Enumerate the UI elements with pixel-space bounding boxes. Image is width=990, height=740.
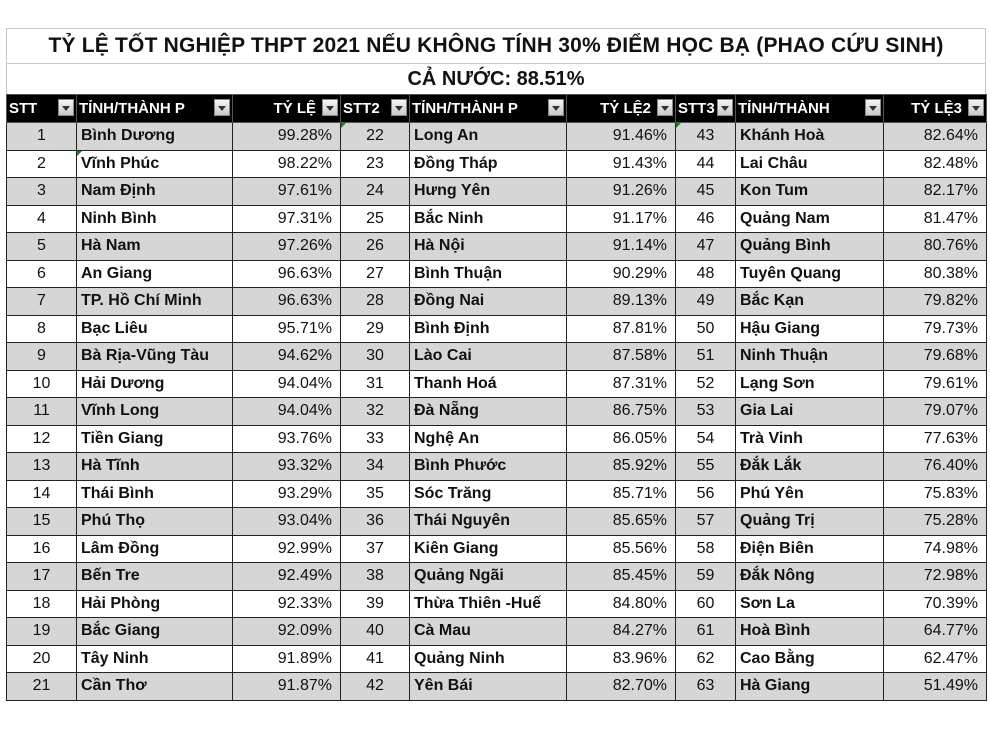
table-row xyxy=(7,398,987,426)
province-cell[interactable]: Lâm Đồng xyxy=(77,535,233,563)
stt-cell[interactable]: 15 xyxy=(7,508,77,536)
table-row xyxy=(7,563,987,591)
province-cell[interactable]: Bà Rịa-Vũng Tàu xyxy=(77,343,233,371)
column-header-rate[interactable]: TỶ LỆ xyxy=(233,95,341,123)
stt-cell[interactable]: 63 xyxy=(676,673,736,701)
rate-cell[interactable]: 91.87% xyxy=(233,673,341,701)
province-cell[interactable]: Sơn La xyxy=(736,590,884,618)
province-cell[interactable]: Gia Lai xyxy=(736,398,884,426)
province-cell[interactable]: Phú Yên xyxy=(736,480,884,508)
cell-indicator-icon xyxy=(77,151,82,156)
rate-cell[interactable]: 75.28% xyxy=(884,508,987,536)
province-cell[interactable]: Ninh Thuận xyxy=(736,343,884,371)
stt-cell[interactable]: 62 xyxy=(676,645,736,673)
rate-cell[interactable]: 51.49% xyxy=(884,673,987,701)
rate-cell[interactable]: 93.32% xyxy=(233,453,341,481)
rate-cell[interactable]: 82.70% xyxy=(567,673,676,701)
rate-cell[interactable]: 91.17% xyxy=(567,205,676,233)
table-row xyxy=(7,618,987,646)
rate-cell[interactable]: 82.17% xyxy=(884,178,987,206)
stt-cell[interactable]: 39 xyxy=(341,590,410,618)
rate-cell[interactable]: 80.38% xyxy=(884,260,987,288)
province-cell[interactable]: TP. Hồ Chí Minh xyxy=(77,288,233,316)
province-cell[interactable]: Thanh Hoá xyxy=(410,370,567,398)
province-cell[interactable]: Kiên Giang xyxy=(410,535,567,563)
rate-cell[interactable]: 99.28% xyxy=(233,123,341,151)
table-row xyxy=(7,260,987,288)
province-cell[interactable]: Bắc Giang xyxy=(77,618,233,646)
rate-cell[interactable]: 84.80% xyxy=(567,590,676,618)
filter-dropdown-icon[interactable] xyxy=(391,99,407,116)
rate-cell[interactable]: 84.27% xyxy=(567,618,676,646)
province-cell[interactable]: Bến Tre xyxy=(77,563,233,591)
column-header-province2[interactable]: TỈNH/THÀNH P xyxy=(410,95,567,123)
table-row xyxy=(7,343,987,371)
rate-cell[interactable]: 85.71% xyxy=(567,480,676,508)
rate-cell[interactable]: 93.29% xyxy=(233,480,341,508)
stt-cell[interactable]: 26 xyxy=(341,233,410,261)
province-cell[interactable]: Quảng Ninh xyxy=(410,645,567,673)
province-cell[interactable]: Trà Vinh xyxy=(736,425,884,453)
column-header-stt3[interactable]: STT3 xyxy=(676,95,736,123)
stt-cell[interactable]: 17 xyxy=(7,563,77,591)
province-cell[interactable]: Bắc Kạn xyxy=(736,288,884,316)
rate-cell[interactable]: 97.61% xyxy=(233,178,341,206)
table-row xyxy=(7,233,987,261)
rate-cell[interactable]: 96.63% xyxy=(233,260,341,288)
table-row xyxy=(7,315,987,343)
filter-dropdown-icon[interactable] xyxy=(548,99,564,116)
province-cell[interactable]: Lạng Sơn xyxy=(736,370,884,398)
column-header-stt[interactable]: STT xyxy=(7,95,77,123)
sheet-title: TỶ LỆ TỐT NGHIỆP THPT 2021 NẾU KHÔNG TÍNH 30% ĐIỂM HỌC BẠ (PHAO CỨU SINH) xyxy=(6,28,986,63)
rate-cell[interactable]: 87.31% xyxy=(567,370,676,398)
table-row xyxy=(7,453,987,481)
stt-cell[interactable]: 56 xyxy=(676,480,736,508)
stt-cell[interactable]: 33 xyxy=(341,425,410,453)
spreadsheet xyxy=(6,28,986,701)
stt-cell[interactable]: 51 xyxy=(676,343,736,371)
stt-cell[interactable]: 19 xyxy=(7,618,77,646)
stt-cell[interactable]: 32 xyxy=(341,398,410,426)
province-cell[interactable]: Quảng Bình xyxy=(736,233,884,261)
table-row xyxy=(7,425,987,453)
stt-cell[interactable]: 37 xyxy=(341,535,410,563)
stt-cell[interactable]: 36 xyxy=(341,508,410,536)
province-cell[interactable]: Nam Định xyxy=(77,178,233,206)
column-header-stt2[interactable]: STT2 xyxy=(341,95,410,123)
graduation-rate-table xyxy=(6,94,987,701)
stt-cell[interactable]: 41 xyxy=(341,645,410,673)
stt-cell[interactable]: 24 xyxy=(341,178,410,206)
rate-cell[interactable]: 80.76% xyxy=(884,233,987,261)
rate-cell[interactable]: 91.43% xyxy=(567,150,676,178)
stt-cell[interactable]: 18 xyxy=(7,590,77,618)
province-cell[interactable]: Hải Phòng xyxy=(77,590,233,618)
stt-cell[interactable]: 12 xyxy=(7,425,77,453)
rate-cell[interactable]: 82.64% xyxy=(884,123,987,151)
province-cell[interactable]: Đồng Nai xyxy=(410,288,567,316)
province-cell[interactable]: An Giang xyxy=(77,260,233,288)
stt-cell[interactable]: 31 xyxy=(341,370,410,398)
rate-cell[interactable]: 85.45% xyxy=(567,563,676,591)
rate-cell[interactable]: 98.22% xyxy=(233,150,341,178)
stt-cell[interactable]: 38 xyxy=(341,563,410,591)
table-row xyxy=(7,205,987,233)
rate-cell[interactable]: 91.89% xyxy=(233,645,341,673)
stt-cell[interactable]: 4 xyxy=(7,205,77,233)
rate-cell[interactable]: 93.76% xyxy=(233,425,341,453)
stt-cell[interactable]: 27 xyxy=(341,260,410,288)
stt-cell[interactable]: 43 xyxy=(676,123,736,151)
stt-cell[interactable]: 49 xyxy=(676,288,736,316)
stt-cell[interactable]: 20 xyxy=(7,645,77,673)
province-cell[interactable]: Bình Thuận xyxy=(410,260,567,288)
stt-cell[interactable]: 7 xyxy=(7,288,77,316)
province-cell[interactable]: Hưng Yên xyxy=(410,178,567,206)
stt-cell[interactable]: 54 xyxy=(676,425,736,453)
rate-cell[interactable]: 87.81% xyxy=(567,315,676,343)
province-cell[interactable]: Bạc Liêu xyxy=(77,315,233,343)
stt-cell[interactable]: 6 xyxy=(7,260,77,288)
province-cell[interactable]: Bình Dương xyxy=(77,123,233,151)
stt-cell[interactable]: 2 xyxy=(7,150,77,178)
stt-cell[interactable]: 44 xyxy=(676,150,736,178)
table-row xyxy=(7,370,987,398)
table-row xyxy=(7,673,987,701)
province-cell[interactable]: Nghệ An xyxy=(410,425,567,453)
stt-cell[interactable]: 52 xyxy=(676,370,736,398)
rate-cell[interactable]: 79.61% xyxy=(884,370,987,398)
rate-cell[interactable]: 93.04% xyxy=(233,508,341,536)
province-cell[interactable]: Kon Tum xyxy=(736,178,884,206)
province-cell[interactable]: Thái Bình xyxy=(77,480,233,508)
province-cell[interactable]: Điện Biên xyxy=(736,535,884,563)
province-cell[interactable]: Tuyên Quang xyxy=(736,260,884,288)
rate-cell[interactable]: 81.47% xyxy=(884,205,987,233)
rate-cell[interactable]: 85.56% xyxy=(567,535,676,563)
stt-cell[interactable]: 46 xyxy=(676,205,736,233)
rate-cell[interactable]: 97.31% xyxy=(233,205,341,233)
national-rate: CẢ NƯỚC: 88.51% xyxy=(6,63,986,94)
rate-cell[interactable]: 90.29% xyxy=(567,260,676,288)
province-cell[interactable]: Đồng Tháp xyxy=(410,150,567,178)
rate-cell[interactable]: 82.48% xyxy=(884,150,987,178)
table-row xyxy=(7,508,987,536)
province-cell[interactable]: Bắc Ninh xyxy=(410,205,567,233)
rate-cell[interactable]: 79.68% xyxy=(884,343,987,371)
filter-dropdown-icon[interactable] xyxy=(214,99,230,116)
rate-cell[interactable]: 97.26% xyxy=(233,233,341,261)
stt-cell[interactable]: 48 xyxy=(676,260,736,288)
table-row xyxy=(7,590,987,618)
province-cell[interactable]: Vĩnh Long xyxy=(77,398,233,426)
province-cell[interactable]: Thái Nguyên xyxy=(410,508,567,536)
rate-cell[interactable]: 75.83% xyxy=(884,480,987,508)
province-cell[interactable]: Hải Dương xyxy=(77,370,233,398)
province-cell[interactable]: Bình Định xyxy=(410,315,567,343)
table-row xyxy=(7,288,987,316)
cell-indicator-icon xyxy=(676,123,681,128)
table-body xyxy=(7,123,987,701)
column-header-province3[interactable]: TỈNH/THÀNH xyxy=(736,95,884,123)
rate-cell[interactable]: 62.47% xyxy=(884,645,987,673)
stt-cell[interactable]: 28 xyxy=(341,288,410,316)
stt-cell[interactable]: 55 xyxy=(676,453,736,481)
province-cell[interactable]: Lai Châu xyxy=(736,150,884,178)
stt-cell[interactable]: 29 xyxy=(341,315,410,343)
province-cell[interactable]: Hà Giang xyxy=(736,673,884,701)
stt-cell[interactable]: 21 xyxy=(7,673,77,701)
stt-cell[interactable]: 22 xyxy=(341,123,410,151)
province-cell[interactable]: Vĩnh Phúc xyxy=(77,150,233,178)
stt-cell[interactable]: 58 xyxy=(676,535,736,563)
filter-dropdown-icon[interactable] xyxy=(717,99,733,116)
stt-cell[interactable]: 61 xyxy=(676,618,736,646)
stt-cell[interactable]: 59 xyxy=(676,563,736,591)
stt-cell[interactable]: 23 xyxy=(341,150,410,178)
filter-dropdown-icon[interactable] xyxy=(58,99,74,116)
stt-cell[interactable]: 13 xyxy=(7,453,77,481)
province-cell[interactable]: Hà Tĩnh xyxy=(77,453,233,481)
rate-cell[interactable]: 96.63% xyxy=(233,288,341,316)
province-cell[interactable]: Quảng Ngãi xyxy=(410,563,567,591)
rate-cell[interactable]: 92.09% xyxy=(233,618,341,646)
stt-cell[interactable]: 14 xyxy=(7,480,77,508)
table-row xyxy=(7,178,987,206)
province-cell[interactable]: Khánh Hoà xyxy=(736,123,884,151)
rate-cell[interactable]: 64.77% xyxy=(884,618,987,646)
province-cell[interactable]: Hậu Giang xyxy=(736,315,884,343)
rate-cell[interactable]: 94.04% xyxy=(233,398,341,426)
province-cell[interactable]: Cần Thơ xyxy=(77,673,233,701)
province-cell[interactable]: Yên Bái xyxy=(410,673,567,701)
table-row xyxy=(7,535,987,563)
rate-cell[interactable]: 72.98% xyxy=(884,563,987,591)
province-cell[interactable]: Bình Phước xyxy=(410,453,567,481)
rate-cell[interactable]: 91.46% xyxy=(567,123,676,151)
stt-cell[interactable]: 3 xyxy=(7,178,77,206)
filter-dropdown-icon[interactable] xyxy=(322,99,338,116)
province-cell[interactable]: Đắk Nông xyxy=(736,563,884,591)
province-cell[interactable]: Thừa Thiên -Huế xyxy=(410,590,567,618)
rate-cell[interactable]: 92.33% xyxy=(233,590,341,618)
rate-cell[interactable]: 79.07% xyxy=(884,398,987,426)
province-cell[interactable]: Sóc Trăng xyxy=(410,480,567,508)
rate-cell[interactable]: 92.99% xyxy=(233,535,341,563)
table-row xyxy=(7,123,987,151)
column-header-rate2[interactable]: TỶ LỆ2 xyxy=(567,95,676,123)
stt-cell[interactable]: 16 xyxy=(7,535,77,563)
rate-cell[interactable]: 94.04% xyxy=(233,370,341,398)
stt-cell[interactable]: 1 xyxy=(7,123,77,151)
province-cell[interactable]: Lào Cai xyxy=(410,343,567,371)
rate-cell[interactable]: 74.98% xyxy=(884,535,987,563)
province-cell[interactable]: Ninh Bình xyxy=(77,205,233,233)
filter-dropdown-icon[interactable] xyxy=(657,99,673,116)
rate-cell[interactable]: 91.14% xyxy=(567,233,676,261)
rate-cell[interactable]: 94.62% xyxy=(233,343,341,371)
table-row xyxy=(7,645,987,673)
stt-cell[interactable]: 30 xyxy=(341,343,410,371)
stt-cell[interactable]: 53 xyxy=(676,398,736,426)
rate-cell[interactable]: 70.39% xyxy=(884,590,987,618)
column-header-province[interactable]: TỈNH/THÀNH P xyxy=(77,95,233,123)
rate-cell[interactable]: 83.96% xyxy=(567,645,676,673)
rate-cell[interactable]: 86.75% xyxy=(567,398,676,426)
header-row xyxy=(7,95,987,123)
province-cell[interactable]: Quảng Trị xyxy=(736,508,884,536)
stt-cell[interactable]: 57 xyxy=(676,508,736,536)
column-header-rate3[interactable]: TỶ LỆ3 xyxy=(884,95,987,123)
province-cell[interactable]: Hà Nam xyxy=(77,233,233,261)
rate-cell[interactable]: 77.63% xyxy=(884,425,987,453)
table-row xyxy=(7,480,987,508)
stt-cell[interactable]: 42 xyxy=(341,673,410,701)
rate-cell[interactable]: 92.49% xyxy=(233,563,341,591)
rate-cell[interactable]: 86.05% xyxy=(567,425,676,453)
province-cell[interactable]: Long An xyxy=(410,123,567,151)
province-cell[interactable]: Cà Mau xyxy=(410,618,567,646)
province-cell[interactable]: Tiền Giang xyxy=(77,425,233,453)
stt-cell[interactable]: 35 xyxy=(341,480,410,508)
filter-dropdown-icon[interactable] xyxy=(968,99,984,116)
rate-cell[interactable]: 76.40% xyxy=(884,453,987,481)
stt-cell[interactable]: 11 xyxy=(7,398,77,426)
province-cell[interactable]: Cao Bằng xyxy=(736,645,884,673)
province-cell[interactable]: Tây Ninh xyxy=(77,645,233,673)
filter-dropdown-icon[interactable] xyxy=(865,99,881,116)
province-cell[interactable]: Phú Thọ xyxy=(77,508,233,536)
rate-cell[interactable]: 79.73% xyxy=(884,315,987,343)
stt-cell[interactable]: 47 xyxy=(676,233,736,261)
rate-cell[interactable]: 95.71% xyxy=(233,315,341,343)
rate-cell[interactable]: 87.58% xyxy=(567,343,676,371)
cell-indicator-icon xyxy=(341,123,346,128)
table-row xyxy=(7,150,987,178)
stt-cell[interactable]: 50 xyxy=(676,315,736,343)
province-cell[interactable]: Hoà Bình xyxy=(736,618,884,646)
province-cell[interactable]: Quảng Nam xyxy=(736,205,884,233)
rate-cell[interactable]: 85.92% xyxy=(567,453,676,481)
rate-cell[interactable]: 91.26% xyxy=(567,178,676,206)
stt-cell[interactable]: 5 xyxy=(7,233,77,261)
stt-cell[interactable]: 45 xyxy=(676,178,736,206)
stt-cell[interactable]: 25 xyxy=(341,205,410,233)
rate-cell[interactable]: 89.13% xyxy=(567,288,676,316)
stt-cell[interactable]: 60 xyxy=(676,590,736,618)
stt-cell[interactable]: 8 xyxy=(7,315,77,343)
province-cell[interactable]: Đà Nẵng xyxy=(410,398,567,426)
rate-cell[interactable]: 79.82% xyxy=(884,288,987,316)
stt-cell[interactable]: 34 xyxy=(341,453,410,481)
province-cell[interactable]: Đắk Lắk xyxy=(736,453,884,481)
province-cell[interactable]: Hà Nội xyxy=(410,233,567,261)
stt-cell[interactable]: 40 xyxy=(341,618,410,646)
rate-cell[interactable]: 85.65% xyxy=(567,508,676,536)
stt-cell[interactable]: 10 xyxy=(7,370,77,398)
stt-cell[interactable]: 9 xyxy=(7,343,77,371)
